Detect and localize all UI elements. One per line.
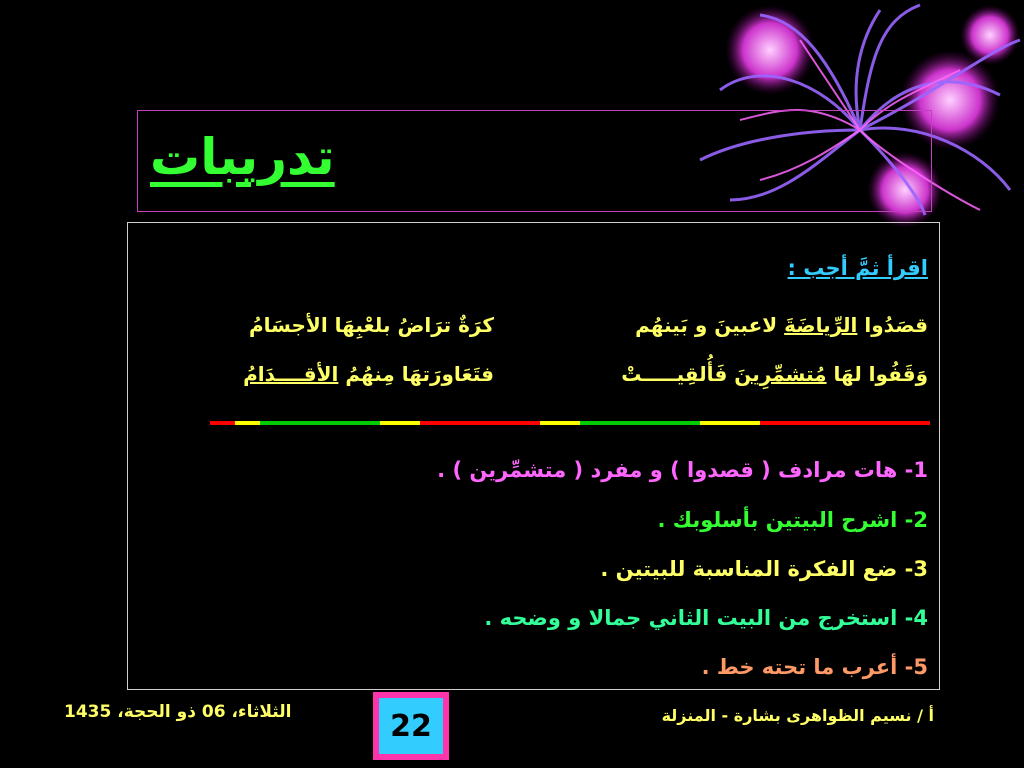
page-number-box: [373, 692, 449, 760]
question-number: 2-: [904, 508, 928, 532]
question-number: 3-: [904, 557, 928, 581]
separator-segment: [320, 421, 380, 425]
separator-segment: [700, 421, 760, 425]
verse-text: قصَدُوا: [857, 313, 928, 337]
verse-text: فتَعَاورَتهَا مِنهُمُ: [338, 362, 494, 386]
page-number: 22: [379, 698, 443, 754]
question-number: 5-: [904, 655, 928, 679]
separator-segment: [210, 421, 235, 425]
question-2: [658, 508, 929, 532]
underlined-word: الأقــــدَامُ: [243, 362, 339, 386]
verse-text: كرَةٌ ترَاضُ بلعْبِهَا الأجسَامُ: [249, 313, 494, 337]
separator-line: [210, 421, 930, 425]
instruction-heading: اقرأ ثمَّ أجب :: [787, 256, 928, 280]
underlined-word: الرِّياضَةَ: [784, 313, 858, 337]
question-text: اشرح البيتين بأسلوبك .: [657, 508, 898, 532]
verse-text: وَقَفُوا لهَا: [826, 362, 928, 386]
question-text: هات مرادف ( قصدوا ) و مفرد ( متشمِّرين ) .: [437, 458, 898, 482]
verse-2-right-hemistich: [621, 362, 928, 386]
question-5: [702, 655, 928, 679]
separator-segment: [580, 421, 640, 425]
question-number: 1-: [904, 458, 928, 482]
separator-segment: [820, 421, 930, 425]
footer-author: أ / نسيم الظواهرى بشارة - المنزلة: [661, 706, 934, 725]
verse-1-left-hemistich: [249, 313, 494, 337]
verse-1-right-hemistich: [635, 313, 928, 337]
question-1: [437, 458, 928, 482]
question-number: 4-: [904, 606, 928, 630]
question-text: ضع الفكرة المناسبة للبيتين .: [600, 557, 898, 581]
slide-title: تدريبات: [150, 128, 335, 186]
footer-date: الثلاثاء، 06 ذو الحجة، 1435: [64, 702, 292, 722]
verse-text: لاعبينَ و بَينهُم: [635, 313, 785, 337]
separator-segment: [640, 421, 700, 425]
verse-2-left-hemistich: [243, 362, 494, 386]
separator-segment: [420, 421, 480, 425]
separator-segment: [540, 421, 580, 425]
question-3: [600, 557, 928, 581]
verse-text: فَأُلقِيـــــتْ: [621, 362, 735, 386]
question-text: استخرج من البيت الثاني جمالا و وضحه .: [484, 606, 898, 630]
underlined-word: مُتشمِّرِينَ: [734, 362, 827, 386]
separator-segment: [260, 421, 320, 425]
separator-segment: [235, 421, 260, 425]
question-4: [484, 606, 928, 630]
separator-segment: [380, 421, 420, 425]
separator-segment: [480, 421, 540, 425]
separator-segment: [760, 421, 820, 425]
question-text: أعرب ما تحته خط .: [701, 655, 898, 679]
